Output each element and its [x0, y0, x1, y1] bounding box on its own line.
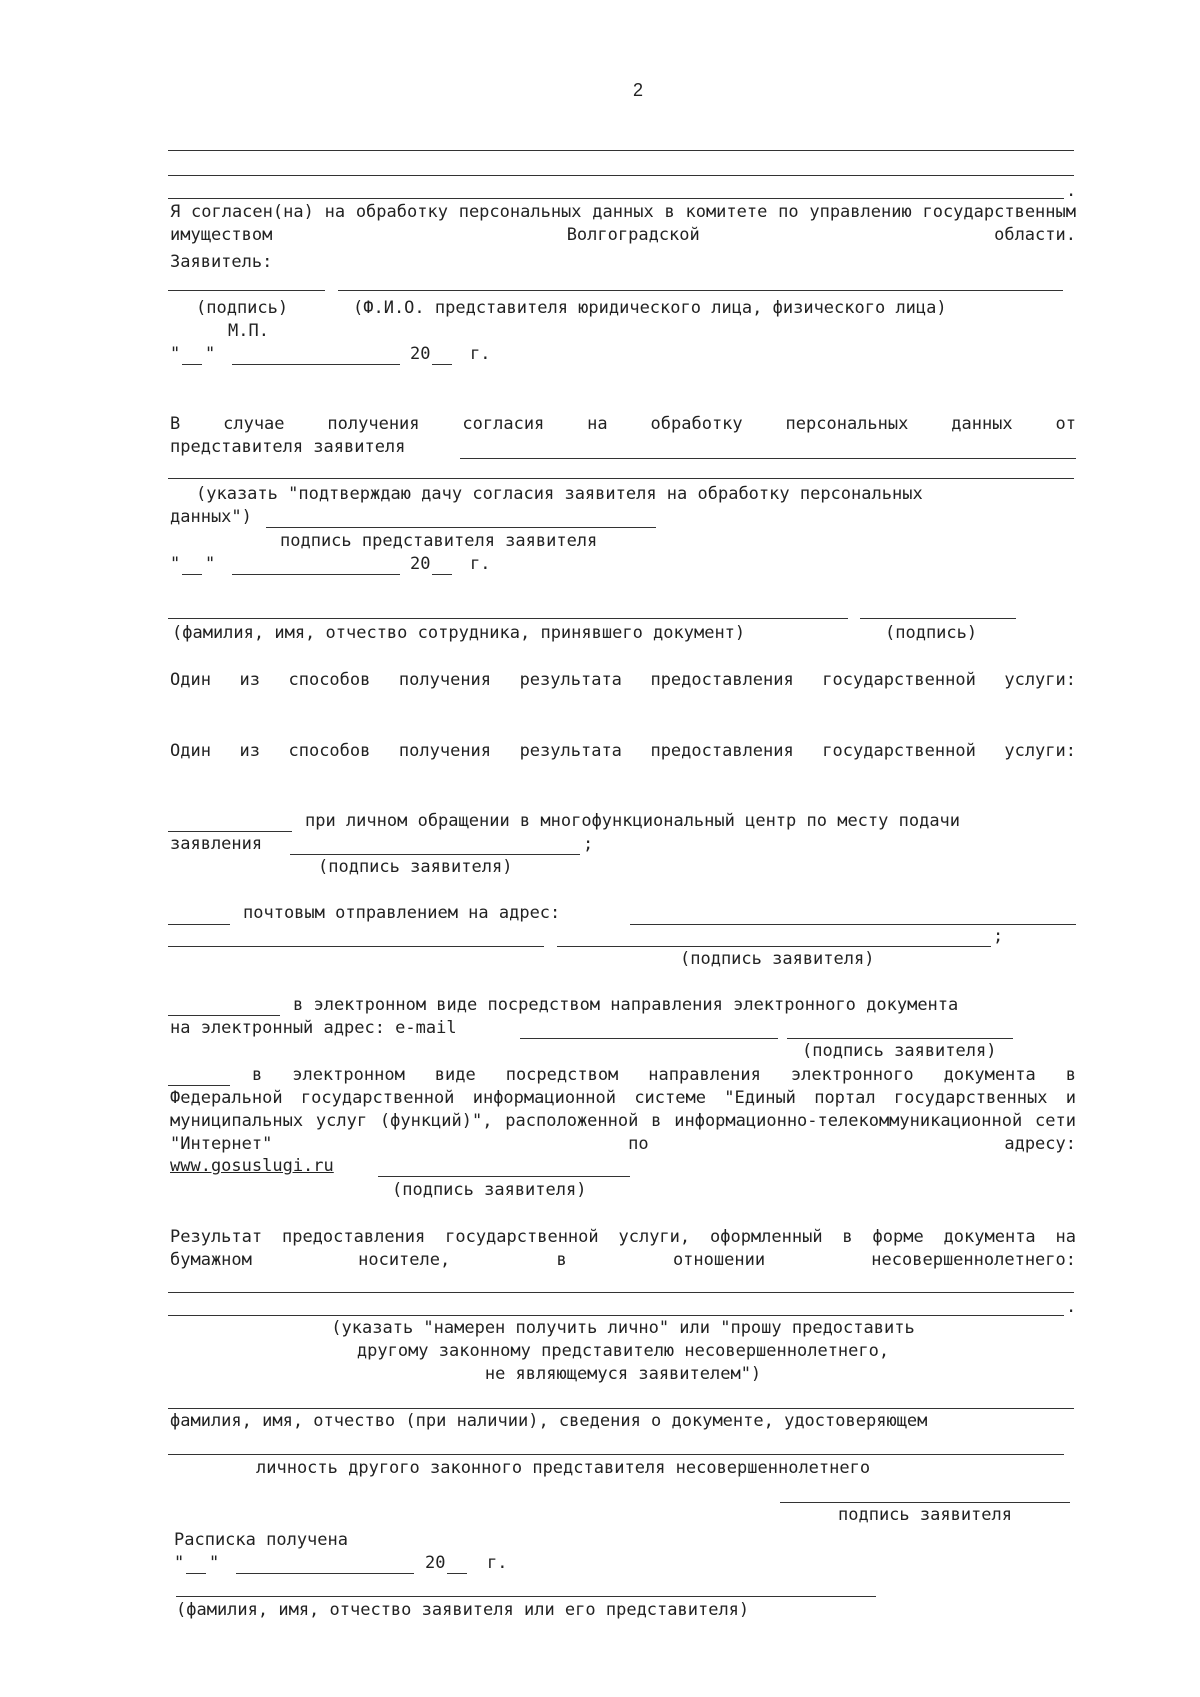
representative-signature-line [266, 527, 656, 528]
minor-hint-1: (указать "намерен получить лично" или "прошу предоставить [331, 1318, 915, 1338]
blank-line [168, 175, 1074, 176]
date-suffix: г. [487, 1553, 508, 1573]
option-post-sign-caption: (подпись заявителя) [680, 949, 875, 969]
sign-caption: (подпись) [196, 298, 289, 318]
option-email-line1: в электронном виде посредством направления электронного документа [293, 995, 959, 1015]
date-quote-open: " [170, 344, 181, 364]
blank-line [168, 1454, 1064, 1455]
blank-line [168, 1292, 1074, 1293]
minor-end: . [1066, 1297, 1077, 1317]
fio-line [338, 290, 1063, 291]
option-email-line2: на электронный адрес: e-mail [170, 1018, 457, 1038]
minor-hint-2: другому законному представителю несовершеннолетнего, [356, 1341, 890, 1361]
email-signature-line [787, 1038, 1013, 1039]
option-mfc-end: ; [583, 834, 594, 854]
blank-line [168, 1408, 1074, 1409]
date-year-line [432, 364, 452, 365]
fio-caption: (Ф.И.О. представителя юридического лица, физического лица) [353, 298, 947, 318]
option-mfc-line2: заявления [170, 834, 263, 854]
option-mark-line [168, 1015, 280, 1016]
date-quote-open: " [174, 1553, 185, 1573]
receipt-fio-line [176, 1596, 876, 1597]
date-quote-open: " [170, 554, 181, 574]
option-post-end: ; [993, 926, 1004, 946]
representative-blank [460, 458, 1076, 459]
email-address-line [520, 1038, 778, 1039]
receipt-fio-caption: (фамилия, имя, отчество заявителя или его представителя) [176, 1600, 750, 1620]
employee-signature-line [860, 618, 1016, 619]
option-mfc-sign-caption: (подпись заявителя) [318, 857, 513, 877]
receipt-label: Расписка получена [174, 1530, 348, 1550]
minor-text: Результат предоставления государственной услуги, оформленный в форме документа на бумажном носителе, в отношении несовершеннолетнего: [170, 1227, 1076, 1270]
representative-sign-caption: подпись представителя заявителя [280, 531, 598, 551]
date-day-line [182, 574, 202, 575]
minor-other-line2: личность другого законного представителя несовершеннолетнего [256, 1458, 871, 1478]
post-address-line [630, 924, 1076, 925]
date-month-line [232, 574, 400, 575]
date-month-line [232, 364, 400, 365]
representative-line2: представителя заявителя [170, 437, 406, 457]
option-epgu-sign-caption: (подпись заявителя) [392, 1180, 587, 1200]
epgu-url: www.gosuslugi.ru [170, 1156, 334, 1176]
date-year: 20 [410, 344, 431, 364]
line-end-period: . [1066, 181, 1077, 201]
employee-fio-caption: (фамилия, имя, отчество сотрудника, принявшего документ) [172, 623, 746, 643]
option-email-sign-caption: (подпись заявителя) [802, 1041, 997, 1061]
date-day-line [182, 364, 202, 365]
date-year: 20 [410, 554, 431, 574]
minor-signature-line [780, 1502, 1070, 1503]
date-day-line [186, 1573, 206, 1574]
date-month-line [236, 1573, 414, 1574]
page-number: 2 [633, 80, 644, 100]
blank-line [168, 198, 1064, 199]
date-quote-close: " [205, 344, 216, 364]
blank-line [168, 478, 1074, 479]
employee-fio-line [168, 618, 848, 619]
option-mark-line [168, 924, 230, 925]
employee-sign-caption: (подпись) [885, 623, 978, 643]
blank-line [168, 1315, 1064, 1316]
method-heading-1: Один из способов получения результата предоставления государственной услуги: [170, 670, 1076, 690]
stamp-label: М.П. [228, 321, 269, 341]
option-mark-line [168, 1085, 230, 1086]
post-address-line [168, 946, 544, 947]
date-quote-close: " [209, 1553, 220, 1573]
option-post-text: почтовым отправлением на адрес: [243, 903, 561, 923]
option-mark-line [168, 831, 292, 832]
signature-line [168, 290, 325, 291]
representative-hint-2: данных") [170, 507, 252, 527]
date-suffix: г. [470, 554, 491, 574]
blank-line [168, 150, 1074, 151]
date-year-line [447, 1573, 467, 1574]
consent-text: Я согласен(на) на обработку персональных данных в комитете по управлению государственным имуществом Волгоградской области. [170, 202, 1076, 245]
option-epgu-text: Федеральной государственной информационной системе "Единый портал государственных и муниципальных услуг (функций)", расположенной в информационно-телекоммуникационной сети "Интернет" по адресу: [170, 1088, 1076, 1154]
option-epgu-line1: в электронном виде посредством направления электронного документа в [252, 1065, 1076, 1085]
date-quote-close: " [205, 554, 216, 574]
epgu-signature-line [378, 1176, 630, 1177]
minor-sign-caption: подпись заявителя [838, 1505, 1012, 1525]
date-year: 20 [425, 1553, 446, 1573]
option-mfc-signature-line [290, 854, 580, 855]
option-mfc-line1: при личном обращении в многофункциональный центр по месту подачи [305, 811, 961, 831]
applicant-label: Заявитель: [170, 252, 273, 272]
minor-other-line1: фамилия, имя, отчество (при наличии), сведения о документе, удостоверяющем [170, 1411, 928, 1431]
representative-hint-1: (указать "подтверждаю дачу согласия заявителя на обработку персональных [196, 484, 923, 504]
post-signature-line [557, 946, 991, 947]
minor-hint-3: не являющемуся заявителем") [484, 1364, 762, 1384]
method-heading-2: Один из способов получения результата предоставления государственной услуги: [170, 741, 1076, 761]
representative-line1: В случае получения согласия на обработку персональных данных от [170, 414, 1076, 434]
date-year-line [432, 574, 452, 575]
date-suffix: г. [470, 344, 491, 364]
